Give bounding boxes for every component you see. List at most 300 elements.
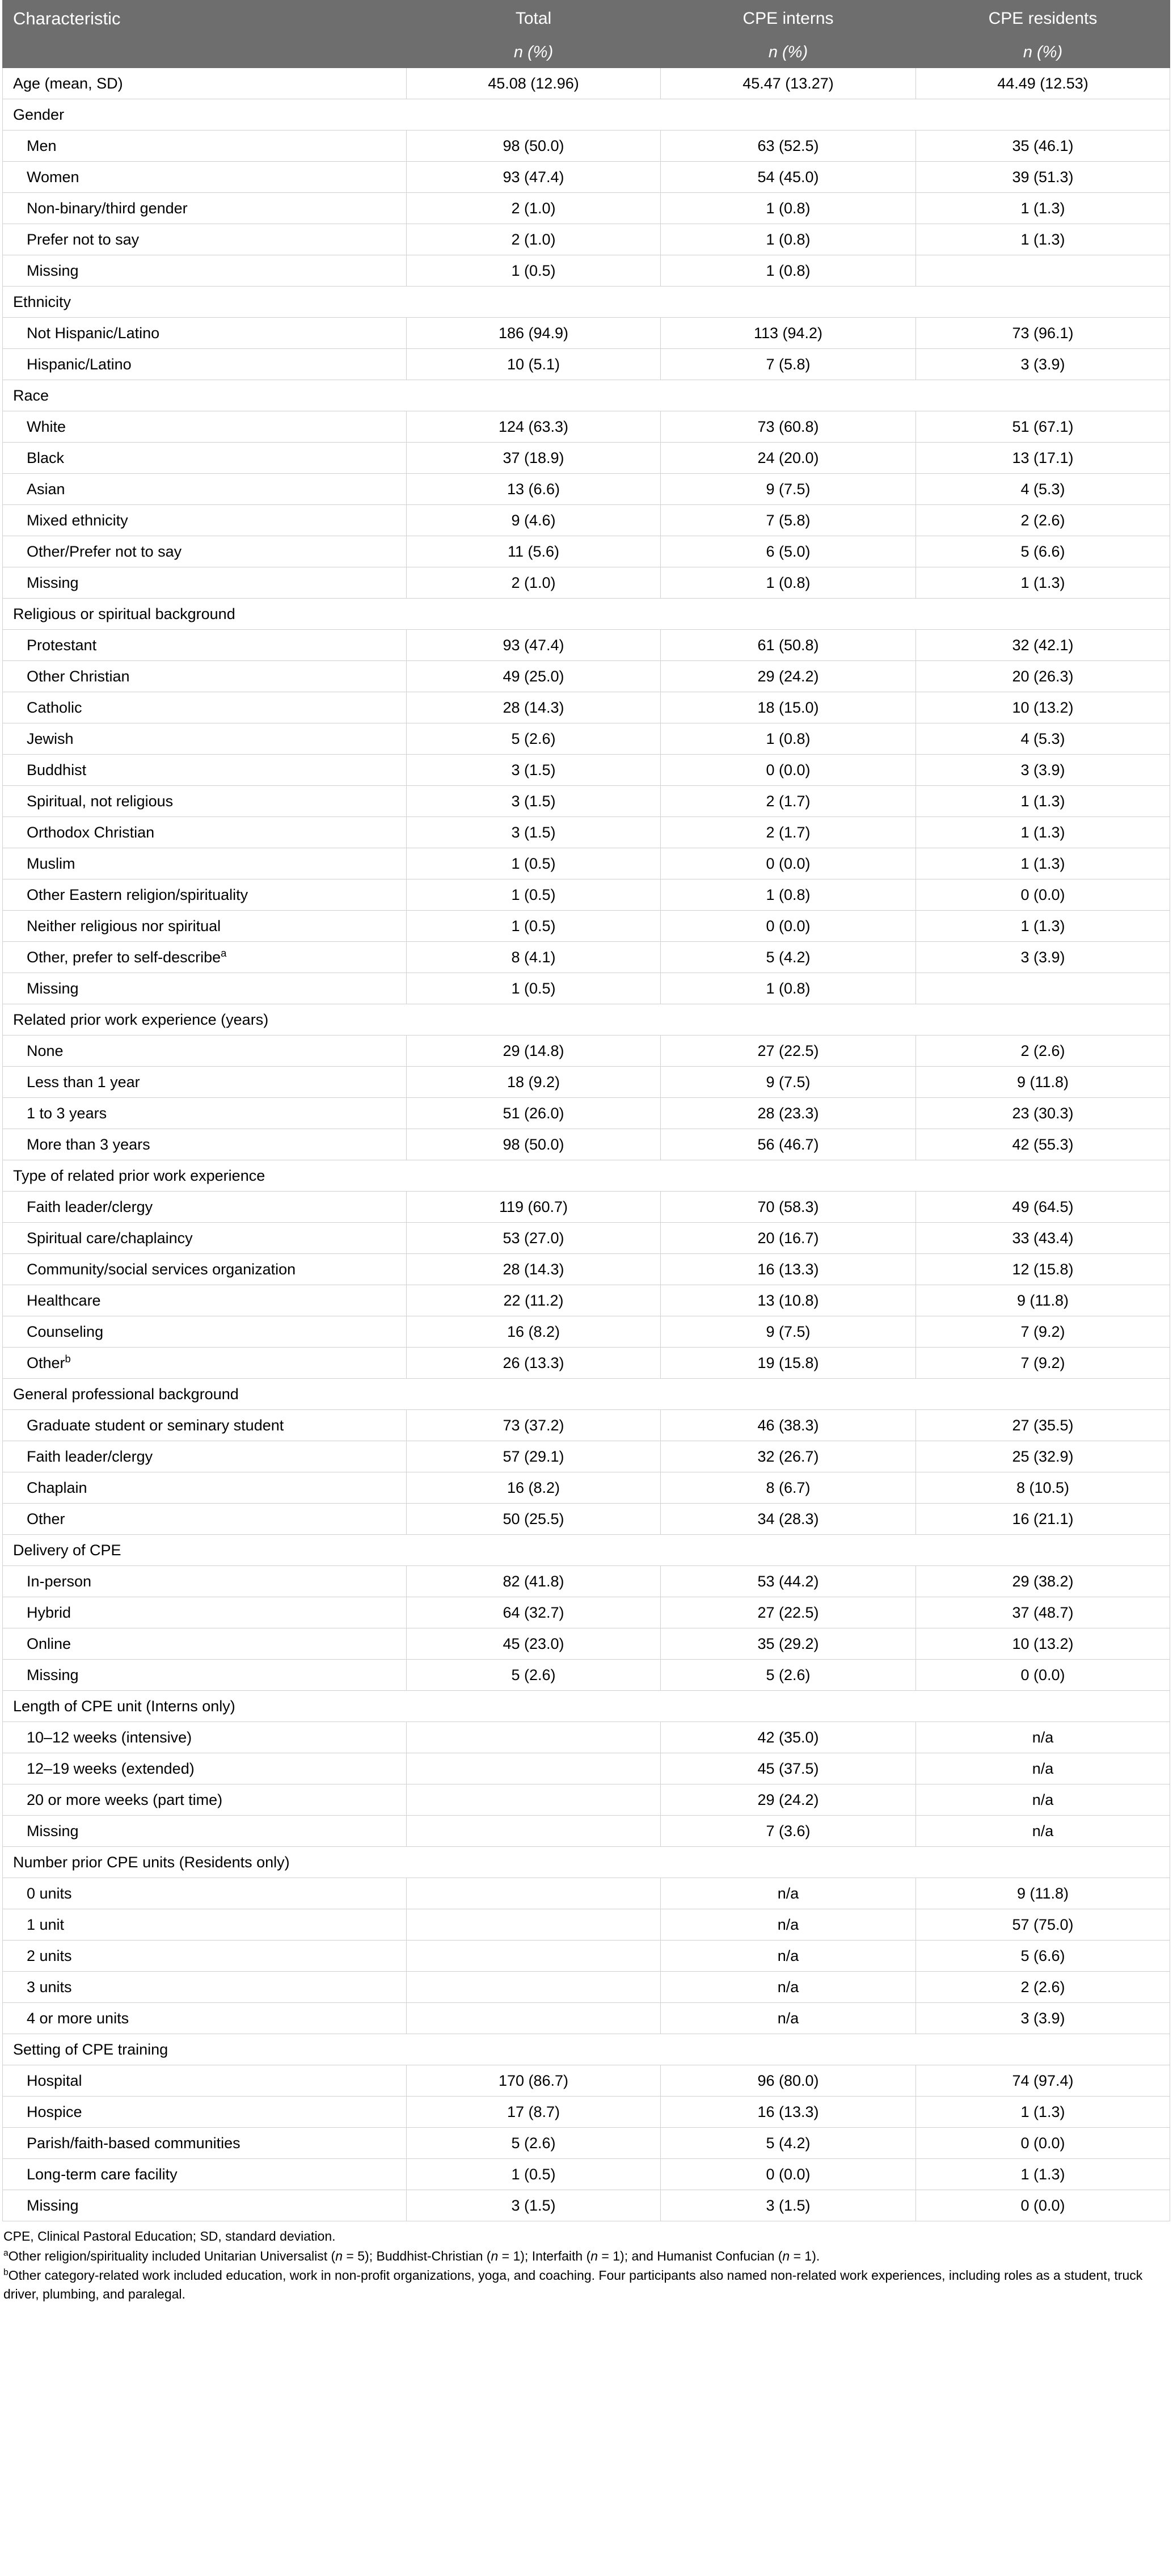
cell-total: 45 (23.0) — [407, 1628, 661, 1660]
table-row — [3, 193, 1170, 224]
header-row-sub — [3, 37, 1170, 68]
cell-total: 8 (4.1) — [407, 942, 661, 973]
cell-total: 5 (2.6) — [407, 723, 661, 755]
cell-residents: 9 (11.8) — [916, 1285, 1170, 1316]
table-row — [3, 1504, 1170, 1535]
row-label: Missing — [3, 973, 407, 1004]
cell-residents: 0 (0.0) — [916, 2190, 1170, 2221]
cell-residents: 37 (48.7) — [916, 1597, 1170, 1628]
cell-total: 2 (1.0) — [407, 193, 661, 224]
row-label: Missing — [3, 1660, 407, 1691]
table-row — [3, 1254, 1170, 1285]
cell-residents: 32 (42.1) — [916, 630, 1170, 661]
cell-interns: 32 (26.7) — [661, 1441, 916, 1472]
table-row — [3, 505, 1170, 536]
table-row — [3, 1098, 1170, 1129]
section-label: Number prior CPE units (Residents only) — [3, 1847, 1170, 1878]
cell-residents: 3 (3.9) — [916, 2003, 1170, 2034]
cell-interns: 8 (6.7) — [661, 1472, 916, 1504]
cell-total: 37 (18.9) — [407, 443, 661, 474]
row-label: Less than 1 year — [3, 1067, 407, 1098]
cell-residents: 5 (6.6) — [916, 1941, 1170, 1972]
row-label-text: Other, prefer to self-describe — [27, 948, 221, 966]
column-subheader-interns: n (%) — [661, 37, 916, 68]
cell-total: 82 (41.8) — [407, 1566, 661, 1597]
cell-residents: 3 (3.9) — [916, 942, 1170, 973]
cell-residents: 7 (9.2) — [916, 1348, 1170, 1379]
cell-interns: 2 (1.7) — [661, 786, 916, 817]
table-row — [3, 224, 1170, 255]
cell-interns: 13 (10.8) — [661, 1285, 916, 1316]
cell-residents: 13 (17.1) — [916, 443, 1170, 474]
table-row — [3, 1878, 1170, 1909]
row-label: Graduate student or seminary student — [3, 1410, 407, 1441]
cell-residents: 3 (3.9) — [916, 349, 1170, 380]
row-label: 4 or more units — [3, 2003, 407, 2034]
cell-total: 17 (8.7) — [407, 2097, 661, 2128]
table-row — [3, 723, 1170, 755]
table-row — [3, 318, 1170, 349]
cell-total: 9 (4.6) — [407, 505, 661, 536]
cell-residents: 42 (55.3) — [916, 1129, 1170, 1160]
table-row — [3, 2003, 1170, 2034]
cell-total: 186 (94.9) — [407, 318, 661, 349]
cell-interns: 73 (60.8) — [661, 411, 916, 443]
cell-total — [407, 2003, 661, 2034]
table-row — [3, 942, 1170, 973]
row-label: Missing — [3, 255, 407, 287]
cell-residents: 3 (3.9) — [916, 755, 1170, 786]
section-label: Race — [3, 380, 1170, 411]
cell-residents: 0 (0.0) — [916, 1660, 1170, 1691]
cell-residents: 33 (43.4) — [916, 1223, 1170, 1254]
cell-interns: 113 (94.2) — [661, 318, 916, 349]
header-row-main — [3, 1, 1170, 37]
cell-interns: 0 (0.0) — [661, 848, 916, 879]
row-label: Jewish — [3, 723, 407, 755]
row-label: Muslim — [3, 848, 407, 879]
cell-total: 124 (63.3) — [407, 411, 661, 443]
cell-interns: 63 (52.5) — [661, 131, 916, 162]
table-row — [3, 1192, 1170, 1223]
cell-interns: n/a — [661, 1909, 916, 1941]
table-section-row — [3, 1691, 1170, 1722]
cell-total: 13 (6.6) — [407, 474, 661, 505]
cell-total: 1 (0.5) — [407, 848, 661, 879]
row-label: Faith leader/clergy — [3, 1441, 407, 1472]
cell-interns: 56 (46.7) — [661, 1129, 916, 1160]
cell-residents: 74 (97.4) — [916, 2065, 1170, 2097]
table-section-row — [3, 1379, 1170, 1410]
cell-total: 18 (9.2) — [407, 1067, 661, 1098]
cell-residents: n/a — [916, 1722, 1170, 1753]
table-row — [3, 1441, 1170, 1472]
cell-interns: n/a — [661, 1878, 916, 1909]
row-label: 0 units — [3, 1878, 407, 1909]
table-row — [3, 1909, 1170, 1941]
cell-interns: 20 (16.7) — [661, 1223, 916, 1254]
table-row — [3, 1223, 1170, 1254]
cell-total: 45.08 (12.96) — [407, 68, 661, 99]
row-label: Age (mean, SD) — [3, 68, 407, 99]
table-row — [3, 973, 1170, 1004]
cell-total: 73 (37.2) — [407, 1410, 661, 1441]
row-label: Women — [3, 162, 407, 193]
cell-total: 1 (0.5) — [407, 973, 661, 1004]
cell-residents: 1 (1.3) — [916, 224, 1170, 255]
cell-residents: 1 (1.3) — [916, 848, 1170, 879]
cell-interns: 27 (22.5) — [661, 1036, 916, 1067]
table-row — [3, 1941, 1170, 1972]
cell-total: 2 (1.0) — [407, 224, 661, 255]
footnote-a: $^a$Other religion/spirituality included Unitarian Universalist (n = 5); Buddhist-Christian (n = 1); Interfaith (n = 1); and Humanist Confucian (n = 1). — [3, 2248, 820, 2263]
row-label: 1 to 3 years — [3, 1098, 407, 1129]
row-label: 10–12 weeks (intensive) — [3, 1722, 407, 1753]
cell-residents: 39 (51.3) — [916, 162, 1170, 193]
footnote-marker: b — [65, 1352, 71, 1365]
row-label — [3, 1348, 407, 1379]
cell-total: 10 (5.1) — [407, 349, 661, 380]
section-label: Related prior work experience (years) — [3, 1004, 1170, 1036]
cell-interns: 42 (35.0) — [661, 1722, 916, 1753]
cell-total: 16 (8.2) — [407, 1472, 661, 1504]
row-label: Healthcare — [3, 1285, 407, 1316]
cell-residents: 57 (75.0) — [916, 1909, 1170, 1941]
table-row — [3, 1285, 1170, 1316]
cell-residents: 10 (13.2) — [916, 692, 1170, 723]
table-row — [3, 1129, 1170, 1160]
cell-residents: 1 (1.3) — [916, 2159, 1170, 2190]
cell-residents: 51 (67.1) — [916, 411, 1170, 443]
cell-total: 5 (2.6) — [407, 1660, 661, 1691]
table-row — [3, 1597, 1170, 1628]
row-label: More than 3 years — [3, 1129, 407, 1160]
table-row — [3, 911, 1170, 942]
cell-interns: 16 (13.3) — [661, 2097, 916, 2128]
cell-interns: 24 (20.0) — [661, 443, 916, 474]
cell-interns: 6 (5.0) — [661, 536, 916, 567]
cell-interns: 28 (23.3) — [661, 1098, 916, 1129]
row-label: 2 units — [3, 1941, 407, 1972]
row-label: Hospital — [3, 2065, 407, 2097]
cell-residents: 16 (21.1) — [916, 1504, 1170, 1535]
cell-residents — [916, 255, 1170, 287]
cell-total: 5 (2.6) — [407, 2128, 661, 2159]
table-row — [3, 1628, 1170, 1660]
cell-interns: 61 (50.8) — [661, 630, 916, 661]
table-row — [3, 1816, 1170, 1847]
cell-interns: 5 (4.2) — [661, 942, 916, 973]
cell-interns: 3 (1.5) — [661, 2190, 916, 2221]
table-section-row — [3, 1847, 1170, 1878]
cell-interns: 46 (38.3) — [661, 1410, 916, 1441]
cell-interns: 45 (37.5) — [661, 1753, 916, 1784]
cell-interns: 0 (0.0) — [661, 755, 916, 786]
cell-residents: 2 (2.6) — [916, 505, 1170, 536]
row-label: Long-term care facility — [3, 2159, 407, 2190]
table-row — [3, 255, 1170, 287]
cell-residents: 35 (46.1) — [916, 131, 1170, 162]
column-header-characteristic: Characteristic — [3, 1, 407, 37]
column-subheader-total: n (%) — [407, 37, 661, 68]
cell-residents: 7 (9.2) — [916, 1316, 1170, 1348]
cell-total: 1 (0.5) — [407, 879, 661, 911]
row-label: Chaplain — [3, 1472, 407, 1504]
section-label: Type of related prior work experience — [3, 1160, 1170, 1192]
cell-total: 50 (25.5) — [407, 1504, 661, 1535]
cell-residents: 12 (15.8) — [916, 1254, 1170, 1285]
cell-interns: 1 (0.8) — [661, 973, 916, 1004]
row-label: 20 or more weeks (part time) — [3, 1784, 407, 1816]
cell-interns: 70 (58.3) — [661, 1192, 916, 1223]
row-label: 1 unit — [3, 1909, 407, 1941]
cell-total — [407, 1816, 661, 1847]
row-label-text: Other — [27, 1354, 65, 1371]
column-header-interns: CPE interns — [661, 1, 916, 37]
table-row — [3, 2128, 1170, 2159]
table-row — [3, 786, 1170, 817]
cell-total — [407, 1722, 661, 1753]
table-row — [3, 2190, 1170, 2221]
table-row — [3, 1036, 1170, 1067]
cell-residents: 73 (96.1) — [916, 318, 1170, 349]
table-row — [3, 661, 1170, 692]
row-label: Other Christian — [3, 661, 407, 692]
column-header-residents: CPE residents — [916, 1, 1170, 37]
cell-interns: 5 (2.6) — [661, 1660, 916, 1691]
cell-interns: 1 (0.8) — [661, 879, 916, 911]
cell-interns: 1 (0.8) — [661, 193, 916, 224]
cell-interns: n/a — [661, 1941, 916, 1972]
row-label: Counseling — [3, 1316, 407, 1348]
row-label: Community/social services organization — [3, 1254, 407, 1285]
row-label: Black — [3, 443, 407, 474]
cell-residents: 1 (1.3) — [916, 911, 1170, 942]
row-label: 12–19 weeks (extended) — [3, 1753, 407, 1784]
cell-residents: 1 (1.3) — [916, 2097, 1170, 2128]
cell-total: 93 (47.4) — [407, 630, 661, 661]
table-row — [3, 411, 1170, 443]
cell-interns: 9 (7.5) — [661, 474, 916, 505]
table-section-row — [3, 1004, 1170, 1036]
table-row — [3, 1660, 1170, 1691]
cell-residents: n/a — [916, 1784, 1170, 1816]
table-row — [3, 879, 1170, 911]
row-label: Missing — [3, 1816, 407, 1847]
column-subheader-characteristic — [3, 37, 407, 68]
table-body — [3, 68, 1170, 2221]
cell-residents: 10 (13.2) — [916, 1628, 1170, 1660]
row-label: Online — [3, 1628, 407, 1660]
footnote-marker: a — [221, 946, 227, 959]
row-label: Mixed ethnicity — [3, 505, 407, 536]
cell-residents: 29 (38.2) — [916, 1566, 1170, 1597]
row-label: Parish/faith-based communities — [3, 2128, 407, 2159]
cell-residents: 8 (10.5) — [916, 1472, 1170, 1504]
row-label: Missing — [3, 567, 407, 599]
cell-total: 1 (0.5) — [407, 2159, 661, 2190]
section-label: Setting of CPE training — [3, 2034, 1170, 2065]
cell-total: 22 (11.2) — [407, 1285, 661, 1316]
cell-total: 3 (1.5) — [407, 817, 661, 848]
demographics-table — [2, 0, 1170, 2221]
cell-total: 3 (1.5) — [407, 755, 661, 786]
cell-interns: 54 (45.0) — [661, 162, 916, 193]
row-label: Missing — [3, 2190, 407, 2221]
table-row — [3, 848, 1170, 879]
cell-total — [407, 1941, 661, 1972]
row-label: Catholic — [3, 692, 407, 723]
row-label: Other — [3, 1504, 407, 1535]
table-section-row — [3, 287, 1170, 318]
section-label: Religious or spiritual background — [3, 599, 1170, 630]
table-row — [3, 817, 1170, 848]
table-row — [3, 1472, 1170, 1504]
cell-total: 93 (47.4) — [407, 162, 661, 193]
section-label: Ethnicity — [3, 287, 1170, 318]
table-section-row — [3, 380, 1170, 411]
row-label: Buddhist — [3, 755, 407, 786]
table-section-row — [3, 1160, 1170, 1192]
cell-interns: 9 (7.5) — [661, 1316, 916, 1348]
cell-interns: 9 (7.5) — [661, 1067, 916, 1098]
cell-total: 64 (32.7) — [407, 1597, 661, 1628]
table-row — [3, 1316, 1170, 1348]
table-row — [3, 1348, 1170, 1379]
cell-total: 1 (0.5) — [407, 911, 661, 942]
cell-residents: 2 (2.6) — [916, 1972, 1170, 2003]
table-section-row — [3, 1535, 1170, 1566]
table-section-row — [3, 599, 1170, 630]
cell-interns: 0 (0.0) — [661, 2159, 916, 2190]
table-row — [3, 630, 1170, 661]
row-label: Asian — [3, 474, 407, 505]
cell-residents: 0 (0.0) — [916, 879, 1170, 911]
cell-residents: 49 (64.5) — [916, 1192, 1170, 1223]
cell-interns: 96 (80.0) — [661, 2065, 916, 2097]
cell-residents: 1 (1.3) — [916, 567, 1170, 599]
column-subheader-residents: n (%) — [916, 37, 1170, 68]
cell-interns: 29 (24.2) — [661, 661, 916, 692]
cell-total: 49 (25.0) — [407, 661, 661, 692]
cell-total: 53 (27.0) — [407, 1223, 661, 1254]
cell-residents: 9 (11.8) — [916, 1067, 1170, 1098]
cell-interns: n/a — [661, 1972, 916, 2003]
table-row — [3, 567, 1170, 599]
cell-residents: 23 (30.3) — [916, 1098, 1170, 1129]
table-row — [3, 1410, 1170, 1441]
cell-total: 16 (8.2) — [407, 1316, 661, 1348]
table-row — [3, 68, 1170, 99]
table-row — [3, 349, 1170, 380]
cell-interns: 0 (0.0) — [661, 911, 916, 942]
table-footnotes — [3, 2227, 1171, 2304]
cell-interns: 35 (29.2) — [661, 1628, 916, 1660]
cell-residents: 5 (6.6) — [916, 536, 1170, 567]
cell-total: 2 (1.0) — [407, 567, 661, 599]
cell-residents: 4 (5.3) — [916, 723, 1170, 755]
column-header-total: Total — [407, 1, 661, 37]
cell-total: 98 (50.0) — [407, 1129, 661, 1160]
cell-total: 3 (1.5) — [407, 2190, 661, 2221]
cell-total: 11 (5.6) — [407, 536, 661, 567]
cell-residents: 4 (5.3) — [916, 474, 1170, 505]
cell-residents: n/a — [916, 1816, 1170, 1847]
table-row — [3, 162, 1170, 193]
row-label: None — [3, 1036, 407, 1067]
table-header — [3, 1, 1170, 68]
row-label: Other Eastern religion/spirituality — [3, 879, 407, 911]
cell-residents: 0 (0.0) — [916, 2128, 1170, 2159]
cell-residents: 44.49 (12.53) — [916, 68, 1170, 99]
cell-interns: 7 (5.8) — [661, 349, 916, 380]
cell-total: 1 (0.5) — [407, 255, 661, 287]
cell-total: 98 (50.0) — [407, 131, 661, 162]
row-label: Spiritual, not religious — [3, 786, 407, 817]
section-label: General professional background — [3, 1379, 1170, 1410]
footnote-abbreviations: CPE, Clinical Pastoral Education; SD, standard deviation. — [3, 2229, 336, 2244]
cell-interns: 1 (0.8) — [661, 723, 916, 755]
row-label: In-person — [3, 1566, 407, 1597]
table-row — [3, 755, 1170, 786]
row-label: Spiritual care/chaplaincy — [3, 1223, 407, 1254]
section-label: Delivery of CPE — [3, 1535, 1170, 1566]
cell-interns: 34 (28.3) — [661, 1504, 916, 1535]
cell-interns: 29 (24.2) — [661, 1784, 916, 1816]
cell-interns: 16 (13.3) — [661, 1254, 916, 1285]
cell-residents: 1 (1.3) — [916, 817, 1170, 848]
table-row — [3, 2065, 1170, 2097]
section-label: Length of CPE unit (Interns only) — [3, 1691, 1170, 1722]
cell-interns: 53 (44.2) — [661, 1566, 916, 1597]
cell-residents: 9 (11.8) — [916, 1878, 1170, 1909]
table-section-row — [3, 99, 1170, 131]
row-label: 3 units — [3, 1972, 407, 2003]
cell-interns: 1 (0.8) — [661, 255, 916, 287]
table-row — [3, 2159, 1170, 2190]
row-label: Not Hispanic/Latino — [3, 318, 407, 349]
cell-total — [407, 1972, 661, 2003]
table-row — [3, 1566, 1170, 1597]
cell-interns: 1 (0.8) — [661, 224, 916, 255]
cell-total — [407, 1784, 661, 1816]
table-row — [3, 1753, 1170, 1784]
cell-interns: 27 (22.5) — [661, 1597, 916, 1628]
cell-total: 26 (13.3) — [407, 1348, 661, 1379]
row-label: Faith leader/clergy — [3, 1192, 407, 1223]
row-label: Neither religious nor spiritual — [3, 911, 407, 942]
cell-total — [407, 1909, 661, 1941]
cell-interns: 7 (3.6) — [661, 1816, 916, 1847]
cell-total: 170 (86.7) — [407, 2065, 661, 2097]
row-label: Hospice — [3, 2097, 407, 2128]
section-label: Gender — [3, 99, 1170, 131]
cell-total: 29 (14.8) — [407, 1036, 661, 1067]
row-label: Protestant — [3, 630, 407, 661]
cell-residents: 20 (26.3) — [916, 661, 1170, 692]
cell-residents: 2 (2.6) — [916, 1036, 1170, 1067]
cell-interns: 18 (15.0) — [661, 692, 916, 723]
cell-total — [407, 1753, 661, 1784]
table-row — [3, 536, 1170, 567]
cell-interns: 7 (5.8) — [661, 505, 916, 536]
row-label: Prefer not to say — [3, 224, 407, 255]
row-label: Non-binary/third gender — [3, 193, 407, 224]
table-row — [3, 1067, 1170, 1098]
row-label: Hybrid — [3, 1597, 407, 1628]
footnote-b: $^b$Other category-related work included education, work in non-profit organizations, yoga, and coaching. Four participants also named non-related work experiences, including roles as a student, truck driver, plumbing, and paralegal. — [3, 2267, 1143, 2301]
row-label: Hispanic/Latino — [3, 349, 407, 380]
